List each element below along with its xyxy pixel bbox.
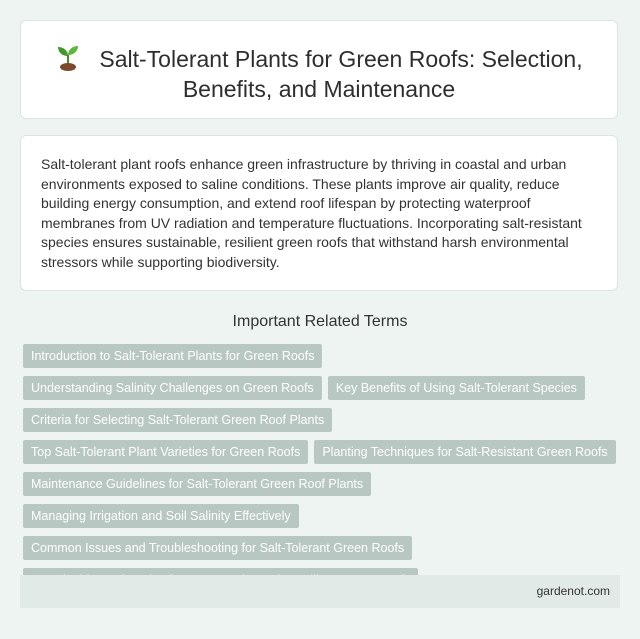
- related-term-tag[interactable]: Understanding Salinity Challenges on Green Roofs: [23, 376, 322, 400]
- page-title-wrap: [21, 43, 617, 104]
- footer: [20, 575, 620, 608]
- related-term-tag[interactable]: Managing Irrigation and Soil Salinity Effectively: [23, 504, 299, 528]
- page-title: Salt-Tolerant Plants for Green Roofs: Selection, Benefits, and Maintenance: [99, 46, 583, 102]
- related-terms-list: [23, 344, 623, 600]
- intro-card: [20, 135, 618, 291]
- title-card: [20, 20, 618, 119]
- related-term-tag[interactable]: Planting Techniques for Salt-Resistant Green Roofs: [314, 440, 615, 464]
- footer-site[interactable]: gardenot.com: [536, 584, 610, 598]
- related-term-tag[interactable]: Common Issues and Troubleshooting for Salt-Tolerant Green Roofs: [23, 536, 412, 560]
- related-term-tag[interactable]: Top Salt-Tolerant Plant Varieties for Green Roofs: [23, 440, 308, 464]
- related-term-tag[interactable]: Maintenance Guidelines for Salt-Tolerant Green Roof Plants: [23, 472, 371, 496]
- related-term-tag[interactable]: Introduction to Salt-Tolerant Plants for Green Roofs: [23, 344, 322, 368]
- related-term-tag[interactable]: Criteria for Selecting Salt-Tolerant Green Roof Plants: [23, 408, 332, 432]
- related-term-tag[interactable]: Key Benefits of Using Salt-Tolerant Species: [328, 376, 585, 400]
- intro-paragraph: Salt-tolerant plant roofs enhance green infrastructure by thriving in coastal and urban environments exposed to saline conditions. These plants improve air quality, reduce building energy consumption, and extend roof lifespan by protecting waterproof membranes from UV radiation and temperature fluctuations. Incorporating salt-resistant species ensures sustainable, resilient green roofs that withstand harsh environmental stressors while supporting biodiversity.: [41, 156, 582, 270]
- sprout-icon: [55, 43, 81, 71]
- related-terms-heading: Important Related Terms: [232, 313, 408, 330]
